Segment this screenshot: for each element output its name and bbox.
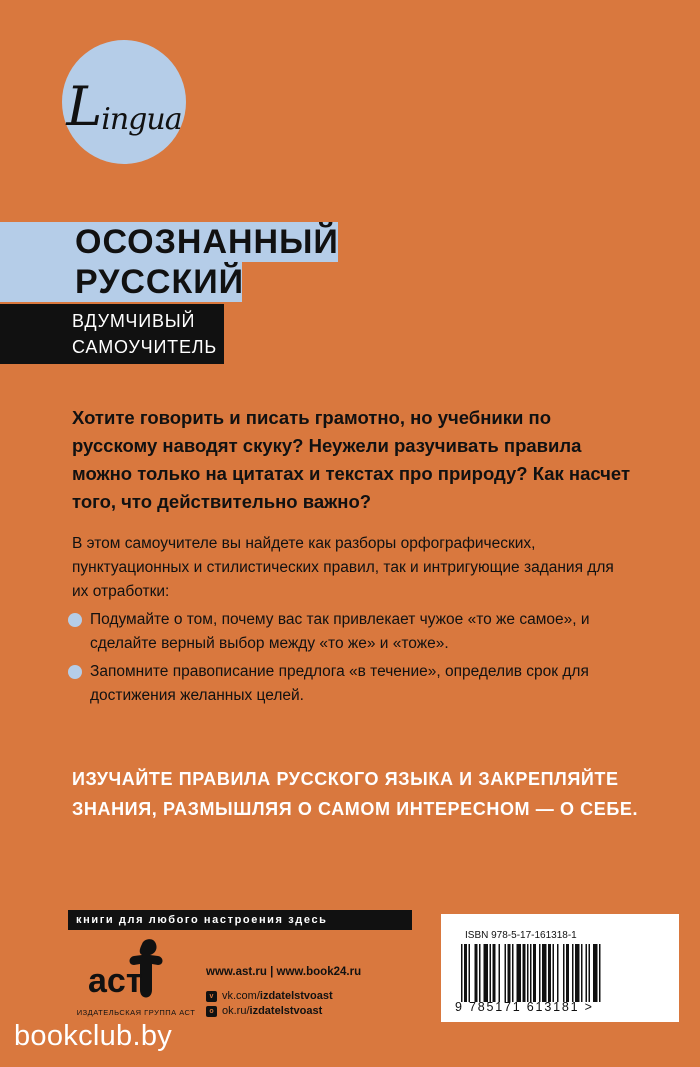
barcode-stripe	[475, 944, 478, 1002]
lingua-logo	[62, 40, 186, 164]
ok-icon: o	[206, 1006, 217, 1017]
tagline-banner: книги для любого настроения здесь	[68, 910, 412, 930]
publisher-links	[206, 966, 361, 1020]
barcode-stripe	[548, 944, 551, 1002]
book-title	[75, 222, 339, 302]
barcode-stripe	[505, 944, 507, 1002]
barcode-stripe	[469, 944, 471, 1002]
barcode-stripe	[490, 944, 492, 1002]
barcode-stripe	[557, 944, 559, 1002]
barcode-stripe	[493, 944, 496, 1002]
ok-link[interactable]	[206, 1005, 361, 1017]
ok-prefix: ok.ru/	[222, 1005, 250, 1017]
vk-link[interactable]	[206, 990, 361, 1002]
watermark: bookclub.by	[14, 1020, 173, 1052]
vk-handle: izdatelstvoast	[259, 990, 333, 1002]
barcode-stripe	[533, 944, 536, 1002]
barcode-stripe	[599, 944, 601, 1002]
barcode-bars	[461, 944, 647, 1002]
barcode-stripe	[563, 944, 565, 1002]
lead-paragraph: Хотите говорить и писать грамотно, но учебники по русскому наводят скуку? Неужели разучивать правила можно только на цитатах и текстах про природу? Как насчет того, что действительно важно?	[72, 407, 631, 512]
list-item	[68, 608, 638, 656]
ast-logo-text: аст	[88, 962, 143, 1000]
book-title-line-1: ОСОЗНАННЫЙ	[75, 223, 339, 261]
barcode-stripe	[572, 944, 574, 1002]
barcode-stripe	[512, 944, 514, 1002]
bullet-dot-icon	[68, 613, 82, 627]
vk-prefix: vk.com/	[222, 990, 260, 1002]
call-to-action	[72, 764, 662, 824]
ast-publisher-logo	[84, 938, 174, 1004]
publisher-name: ИЗДАТЕЛЬСКАЯ ГРУППА АСТ	[76, 1008, 196, 1017]
ean-digits: 9 785171 613181 >	[455, 1000, 594, 1014]
ok-handle: izdatelstvoast	[249, 1005, 323, 1017]
barcode-stripe	[484, 944, 489, 1002]
vk-icon: v	[206, 991, 217, 1002]
bullet-dot-icon	[68, 665, 82, 679]
barcode-stripe	[464, 944, 467, 1002]
barcode-stripe	[527, 944, 529, 1002]
barcode-panel	[441, 914, 679, 1022]
barcode-stripe	[530, 944, 532, 1002]
barcode-stripe	[479, 944, 481, 1002]
list-item	[68, 660, 638, 708]
barcode-stripe	[566, 944, 569, 1002]
barcode-stripe	[517, 944, 522, 1002]
intro-paragraph: В этом самоучителе вы найдете как разборы орфографических, пунктуационных и стилистических правил, так и интригующие задания для их отработки:	[72, 535, 614, 600]
list-item-text: Подумайте о том, почему вас так привлекает чужое «то же самое», и сделайте верный выбор между «то же» и «тоже».	[90, 611, 590, 652]
barcode-stripe	[539, 944, 541, 1002]
barcode-stripe	[581, 944, 583, 1002]
barcode-stripe	[593, 944, 598, 1002]
list-item-text: Запомните правописание предлога «в течение», определив срок для достижения желанных целей.	[90, 663, 589, 704]
isbn-text: ISBN 978-5-17-161318-1	[465, 930, 577, 941]
book-subtitle	[72, 308, 217, 360]
barcode-stripe	[508, 944, 511, 1002]
lingua-logo-text: Lingua	[66, 74, 182, 138]
barcode-stripe	[499, 944, 501, 1002]
task-list	[68, 608, 638, 712]
book-subtitle-line-1: ВДУМЧИВЫЙ	[72, 311, 196, 331]
call-to-action-line-2: ЗНАНИЯ, РАЗМЫШЛЯЯ О САМОМ ИНТЕРЕСНОМ — О СЕБЕ.	[72, 799, 639, 819]
barcode-stripe	[586, 944, 588, 1002]
publisher-sites[interactable]: www.ast.ru | www.book24.ru	[206, 966, 362, 978]
barcode-stripe	[461, 944, 463, 1002]
barcode-stripe	[575, 944, 580, 1002]
call-to-action-line-1: ИЗУЧАЙТЕ ПРАВИЛА РУССКОГО ЯЗЫКА И ЗАКРЕПЛЯЙТЕ	[72, 769, 619, 789]
book-subtitle-line-2: САМОУЧИТЕЛЬ	[72, 337, 218, 357]
barcode-stripe	[542, 944, 547, 1002]
book-title-line-2: РУССКИЙ	[75, 263, 245, 301]
barcode-stripe	[589, 944, 591, 1002]
barcode-stripe	[553, 944, 555, 1002]
barcode-stripe	[523, 944, 526, 1002]
